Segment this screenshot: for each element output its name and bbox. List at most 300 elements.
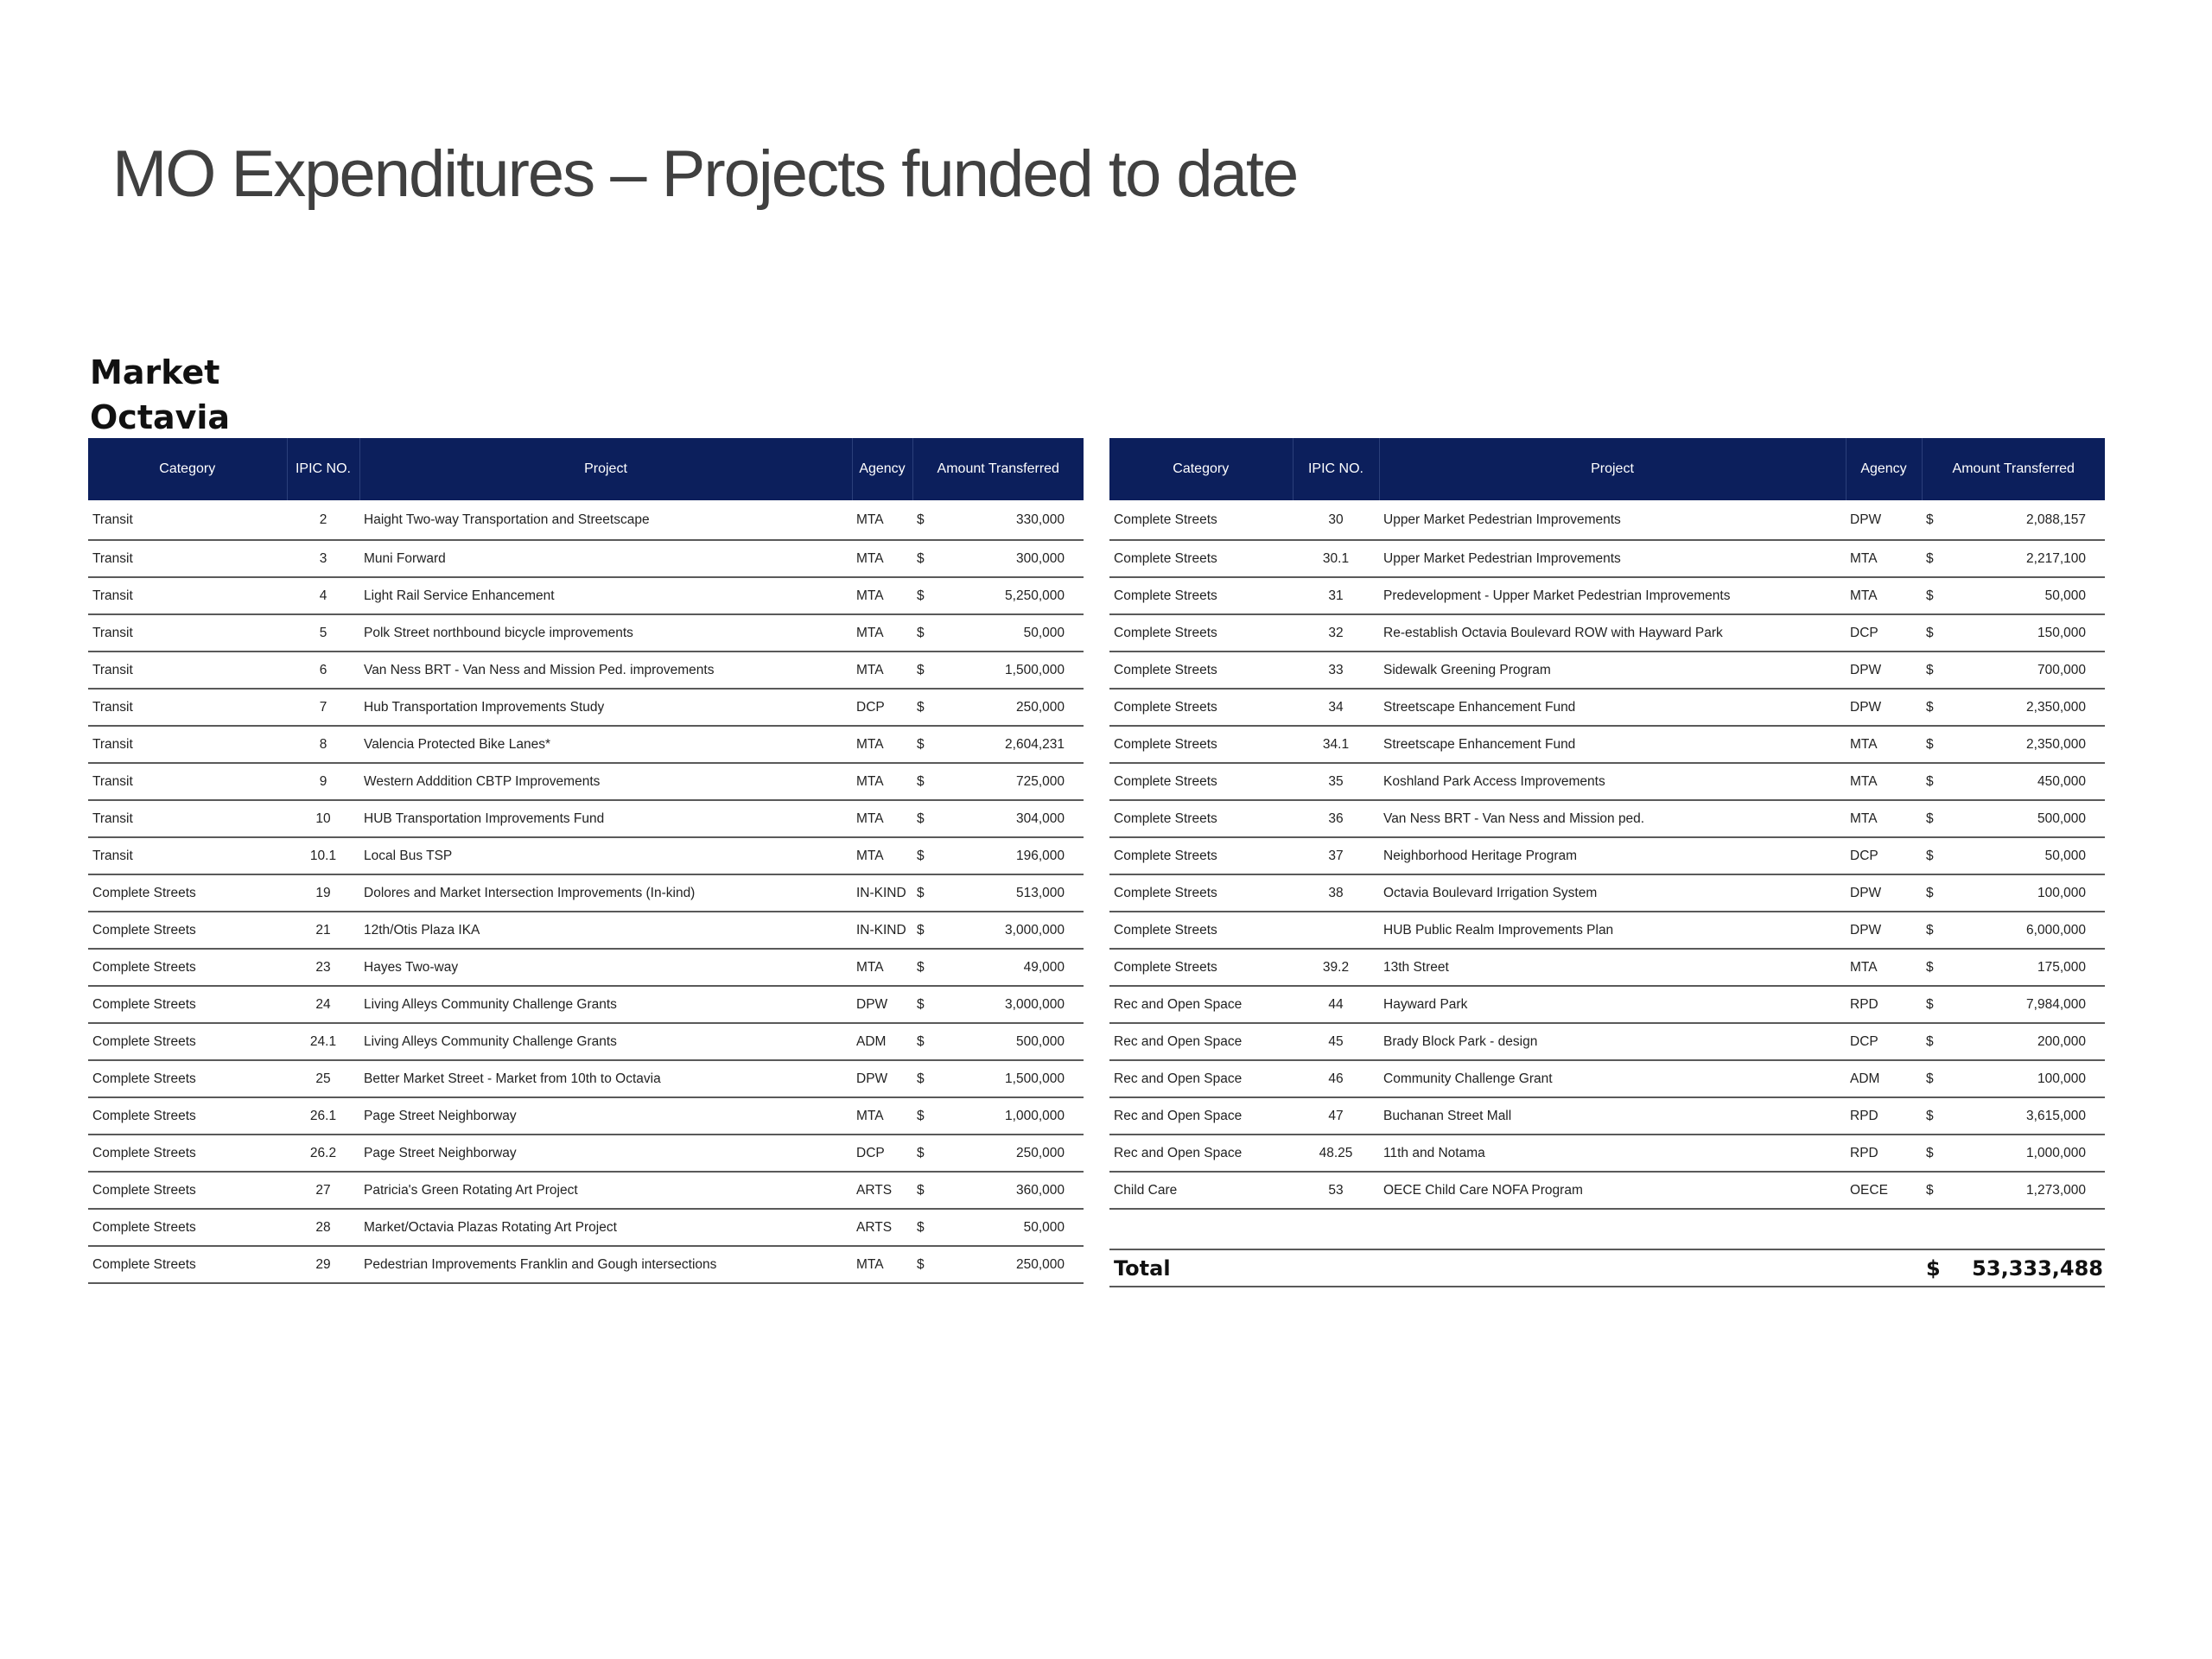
cell-amount: 250,000 xyxy=(947,689,1084,726)
cell-category: Complete Streets xyxy=(88,1172,287,1209)
cell-category: Complete Streets xyxy=(1109,800,1293,837)
cell-currency-symbol: $ xyxy=(1922,540,1956,577)
cell-agency: DPW xyxy=(1846,652,1922,689)
cell-amount: 150,000 xyxy=(1956,614,2105,652)
cell-project: Van Ness BRT - Van Ness and Mission Ped. improvements xyxy=(359,652,852,689)
cell-currency-symbol: $ xyxy=(1922,986,1956,1023)
cell-currency-symbol: $ xyxy=(1922,874,1956,912)
table-header-row xyxy=(1109,438,2105,500)
cell-ipic-no: 32 xyxy=(1293,614,1379,652)
column-header-category: Category xyxy=(1109,438,1293,500)
table-row xyxy=(1109,800,2105,837)
cell-ipic-no: 46 xyxy=(1293,1060,1379,1097)
column-header-ipic-no: IPIC NO. xyxy=(287,438,359,500)
cell-ipic-no: 44 xyxy=(1293,986,1379,1023)
table-row xyxy=(88,800,1084,837)
cell-project: Brady Block Park - design xyxy=(1379,1023,1846,1060)
cell-currency-symbol: $ xyxy=(912,1097,947,1135)
cell-ipic-no: 33 xyxy=(1293,652,1379,689)
column-header-amount: Amount Transferred xyxy=(912,438,1084,500)
cell-amount: 1,500,000 xyxy=(947,1060,1084,1097)
cell-project: Neighborhood Heritage Program xyxy=(1379,837,1846,874)
table-row xyxy=(88,689,1084,726)
cell-amount: 196,000 xyxy=(947,837,1084,874)
table-row xyxy=(88,1209,1084,1246)
column-header-amount: Amount Transferred xyxy=(1922,438,2105,500)
total-amount: 53,333,488 xyxy=(1956,1249,2105,1287)
cell-project: HUB Transportation Improvements Fund xyxy=(359,800,852,837)
cell-currency-symbol: $ xyxy=(1922,500,1956,540)
cell-ipic-no: 29 xyxy=(287,1246,359,1283)
table-row xyxy=(88,614,1084,652)
cell-ipic-no: 2 xyxy=(287,500,359,540)
cell-currency-symbol: $ xyxy=(912,1172,947,1209)
cell-amount: 250,000 xyxy=(947,1246,1084,1283)
cell-currency-symbol: $ xyxy=(912,986,947,1023)
cell-project: Hayward Park xyxy=(1379,986,1846,1023)
cell-amount: 513,000 xyxy=(947,874,1084,912)
cell-currency-symbol: $ xyxy=(912,1060,947,1097)
cell-currency-symbol: $ xyxy=(912,837,947,874)
cell-ipic-no: 9 xyxy=(287,763,359,800)
cell-agency: DCP xyxy=(1846,1023,1922,1060)
cell-agency: RPD xyxy=(1846,986,1922,1023)
cell-agency: RPD xyxy=(1846,1097,1922,1135)
cell-category: Rec and Open Space xyxy=(1109,1097,1293,1135)
cell-agency: DPW xyxy=(1846,912,1922,949)
cell-currency-symbol: $ xyxy=(1922,800,1956,837)
total-row xyxy=(1109,1249,2105,1287)
cell-agency: DPW xyxy=(852,1060,912,1097)
cell-ipic-no: 24 xyxy=(287,986,359,1023)
table-row xyxy=(1109,652,2105,689)
cell-ipic-no: 3 xyxy=(287,540,359,577)
cell-project: Streetscape Enhancement Fund xyxy=(1379,726,1846,763)
cell-amount: 50,000 xyxy=(1956,577,2105,614)
cell-project: Muni Forward xyxy=(359,540,852,577)
cell-amount: 3,000,000 xyxy=(947,912,1084,949)
cell-ipic-no: 27 xyxy=(287,1172,359,1209)
cell-amount: 2,604,231 xyxy=(947,726,1084,763)
cell-currency-symbol: $ xyxy=(912,912,947,949)
cell-ipic-no: 45 xyxy=(1293,1023,1379,1060)
table-row xyxy=(1109,1172,2105,1209)
column-header-project: Project xyxy=(1379,438,1846,500)
cell-amount: 500,000 xyxy=(1956,800,2105,837)
cell-category: Complete Streets xyxy=(88,986,287,1023)
cell-category: Transit xyxy=(88,500,287,540)
cell-ipic-no: 28 xyxy=(287,1209,359,1246)
cell-ipic-no: 34.1 xyxy=(1293,726,1379,763)
cell-category: Complete Streets xyxy=(88,874,287,912)
cell-category: Transit xyxy=(88,652,287,689)
cell-amount: 2,350,000 xyxy=(1956,726,2105,763)
cell-amount: 2,350,000 xyxy=(1956,689,2105,726)
cell-ipic-no: 39.2 xyxy=(1293,949,1379,986)
cell-agency: DCP xyxy=(852,1135,912,1172)
cell-currency-symbol: $ xyxy=(1922,763,1956,800)
cell-agency: MTA xyxy=(852,837,912,874)
cell-amount: 330,000 xyxy=(947,500,1084,540)
column-header-agency: Agency xyxy=(1846,438,1922,500)
cell-project: Octavia Boulevard Irrigation System xyxy=(1379,874,1846,912)
cell-amount: 50,000 xyxy=(947,1209,1084,1246)
cell-project: Sidewalk Greening Program xyxy=(1379,652,1846,689)
cell-agency: ADM xyxy=(1846,1060,1922,1097)
cell-category: Transit xyxy=(88,689,287,726)
cell-category: Rec and Open Space xyxy=(1109,986,1293,1023)
column-header-category: Category xyxy=(88,438,287,500)
cell-agency: OECE xyxy=(1846,1172,1922,1209)
cell-agency: MTA xyxy=(852,949,912,986)
table-row xyxy=(88,577,1084,614)
cell-category: Transit xyxy=(88,800,287,837)
section-heading: Market Octavia xyxy=(90,353,231,436)
cell-agency: MTA xyxy=(1846,540,1922,577)
cell-agency: MTA xyxy=(1846,726,1922,763)
cell-ipic-no: 34 xyxy=(1293,689,1379,726)
cell-project: Local Bus TSP xyxy=(359,837,852,874)
cell-currency-symbol: $ xyxy=(912,689,947,726)
cell-project: Hub Transportation Improvements Study xyxy=(359,689,852,726)
cell-ipic-no: 26.2 xyxy=(287,1135,359,1172)
cell-agency: RPD xyxy=(1846,1135,1922,1172)
table-row xyxy=(88,763,1084,800)
cell-amount: 49,000 xyxy=(947,949,1084,986)
table-row xyxy=(1109,614,2105,652)
table-row xyxy=(88,500,1084,540)
column-header-agency: Agency xyxy=(852,438,912,500)
cell-category: Rec and Open Space xyxy=(1109,1023,1293,1060)
cell-category: Complete Streets xyxy=(1109,577,1293,614)
cell-ipic-no: 10 xyxy=(287,800,359,837)
cell-agency: MTA xyxy=(1846,577,1922,614)
cell-ipic-no: 37 xyxy=(1293,837,1379,874)
cell-ipic-no: 30 xyxy=(1293,500,1379,540)
cell-agency: MTA xyxy=(852,726,912,763)
cell-project: Light Rail Service Enhancement xyxy=(359,577,852,614)
cell-currency-symbol: $ xyxy=(1922,1135,1956,1172)
cell-project: OECE Child Care NOFA Program xyxy=(1379,1172,1846,1209)
cell-currency-symbol: $ xyxy=(1922,1172,1956,1209)
table-row xyxy=(88,912,1084,949)
cell-agency: MTA xyxy=(1846,763,1922,800)
cell-amount: 5,250,000 xyxy=(947,577,1084,614)
cell-amount: 200,000 xyxy=(1956,1023,2105,1060)
cell-category: Transit xyxy=(88,763,287,800)
cell-agency: IN-KIND xyxy=(852,912,912,949)
cell-ipic-no: 53 xyxy=(1293,1172,1379,1209)
cell-agency: MTA xyxy=(1846,800,1922,837)
cell-agency: DPW xyxy=(1846,500,1922,540)
cell-ipic-no: 24.1 xyxy=(287,1023,359,1060)
cell-project: Page Street Neighborway xyxy=(359,1135,852,1172)
cell-ipic-no: 21 xyxy=(287,912,359,949)
cell-project: 12th/Otis Plaza IKA xyxy=(359,912,852,949)
cell-currency-symbol: $ xyxy=(912,652,947,689)
cell-currency-symbol: $ xyxy=(1922,689,1956,726)
cell-project: Living Alleys Community Challenge Grants xyxy=(359,1023,852,1060)
cell-ipic-no: 10.1 xyxy=(287,837,359,874)
cell-project: 11th and Notama xyxy=(1379,1135,1846,1172)
column-header-ipic-no: IPIC NO. xyxy=(1293,438,1379,500)
cell-amount: 3,615,000 xyxy=(1956,1097,2105,1135)
cell-currency-symbol: $ xyxy=(1922,577,1956,614)
table-row xyxy=(1109,874,2105,912)
cell-ipic-no: 4 xyxy=(287,577,359,614)
cell-ipic-no: 31 xyxy=(1293,577,1379,614)
cell-category: Complete Streets xyxy=(88,1060,287,1097)
cell-amount: 304,000 xyxy=(947,800,1084,837)
cell-ipic-no: 6 xyxy=(287,652,359,689)
cell-category: Complete Streets xyxy=(1109,726,1293,763)
cell-currency-symbol: $ xyxy=(912,949,947,986)
cell-project: Dolores and Market Intersection Improvements (In-kind) xyxy=(359,874,852,912)
cell-ipic-no xyxy=(1293,912,1379,949)
table-row xyxy=(1109,1097,2105,1135)
cell-agency: MTA xyxy=(852,800,912,837)
cell-amount: 450,000 xyxy=(1956,763,2105,800)
table-row xyxy=(1109,837,2105,874)
cell-project: Community Challenge Grant xyxy=(1379,1060,1846,1097)
table-row xyxy=(1109,1135,2105,1172)
cell-currency-symbol: $ xyxy=(912,800,947,837)
table-row xyxy=(88,540,1084,577)
cell-project: Hayes Two-way xyxy=(359,949,852,986)
cell-project: HUB Public Realm Improvements Plan xyxy=(1379,912,1846,949)
cell-project: Upper Market Pedestrian Improvements xyxy=(1379,540,1846,577)
cell-agency: MTA xyxy=(852,1246,912,1283)
table-row xyxy=(1109,912,2105,949)
cell-agency: MTA xyxy=(852,1097,912,1135)
cell-category: Rec and Open Space xyxy=(1109,1060,1293,1097)
cell-project: Polk Street northbound bicycle improvements xyxy=(359,614,852,652)
cell-category: Transit xyxy=(88,540,287,577)
cell-category: Complete Streets xyxy=(88,1135,287,1172)
cell-currency-symbol: $ xyxy=(912,1023,947,1060)
cell-amount: 7,984,000 xyxy=(1956,986,2105,1023)
cell-amount: 360,000 xyxy=(947,1172,1084,1209)
cell-currency-symbol: $ xyxy=(912,1135,947,1172)
table-row xyxy=(88,726,1084,763)
table-row xyxy=(88,949,1084,986)
cell-currency-symbol: $ xyxy=(912,500,947,540)
cell-amount: 725,000 xyxy=(947,763,1084,800)
cell-project: Patricia's Green Rotating Art Project xyxy=(359,1172,852,1209)
cell-amount: 100,000 xyxy=(1956,874,2105,912)
cell-project: Streetscape Enhancement Fund xyxy=(1379,689,1846,726)
cell-currency-symbol: $ xyxy=(912,1246,947,1283)
cell-project: Better Market Street - Market from 10th to Octavia xyxy=(359,1060,852,1097)
cell-agency: MTA xyxy=(852,763,912,800)
cell-currency-symbol: $ xyxy=(912,763,947,800)
cell-category: Complete Streets xyxy=(88,1023,287,1060)
table-row xyxy=(1109,763,2105,800)
column-header-project: Project xyxy=(359,438,852,500)
table-row xyxy=(88,874,1084,912)
table-row xyxy=(88,1135,1084,1172)
cell-amount: 1,000,000 xyxy=(947,1097,1084,1135)
table-row xyxy=(88,986,1084,1023)
cell-project: 13th Street xyxy=(1379,949,1846,986)
cell-project: Pedestrian Improvements Franklin and Gough intersections xyxy=(359,1246,852,1283)
table-row xyxy=(1109,500,2105,540)
cell-category: Complete Streets xyxy=(1109,874,1293,912)
cell-agency: DPW xyxy=(1846,874,1922,912)
cell-amount: 1,500,000 xyxy=(947,652,1084,689)
cell-ipic-no: 23 xyxy=(287,949,359,986)
cell-amount: 1,273,000 xyxy=(1956,1172,2105,1209)
cell-ipic-no: 5 xyxy=(287,614,359,652)
cell-category: Child Care xyxy=(1109,1172,1293,1209)
cell-currency-symbol: $ xyxy=(1922,1023,1956,1060)
cell-category: Complete Streets xyxy=(1109,949,1293,986)
cell-amount: 3,000,000 xyxy=(947,986,1084,1023)
cell-agency: DCP xyxy=(1846,614,1922,652)
table-row xyxy=(88,1023,1084,1060)
table-row xyxy=(1109,689,2105,726)
cell-project: Upper Market Pedestrian Improvements xyxy=(1379,500,1846,540)
cell-ipic-no: 36 xyxy=(1293,800,1379,837)
cell-category: Complete Streets xyxy=(1109,837,1293,874)
cell-agency: ARTS xyxy=(852,1209,912,1246)
cell-currency-symbol: $ xyxy=(912,726,947,763)
cell-category: Complete Streets xyxy=(1109,614,1293,652)
cell-agency: MTA xyxy=(1846,949,1922,986)
table-row xyxy=(1109,949,2105,986)
cell-agency: MTA xyxy=(852,540,912,577)
cell-category: Complete Streets xyxy=(88,912,287,949)
left-expenditures-table xyxy=(88,438,1084,1284)
cell-currency-symbol: $ xyxy=(1922,1097,1956,1135)
cell-ipic-no: 7 xyxy=(287,689,359,726)
cell-amount: 50,000 xyxy=(947,614,1084,652)
table-row xyxy=(88,837,1084,874)
cell-category: Transit xyxy=(88,614,287,652)
table-header-row xyxy=(88,438,1084,500)
table-row xyxy=(88,652,1084,689)
cell-agency: MTA xyxy=(852,652,912,689)
table-row xyxy=(1109,986,2105,1023)
cell-agency: MTA xyxy=(852,614,912,652)
cell-project: Market/Octavia Plazas Rotating Art Project xyxy=(359,1209,852,1246)
cell-amount: 500,000 xyxy=(947,1023,1084,1060)
cell-category: Complete Streets xyxy=(1109,912,1293,949)
cell-ipic-no: 19 xyxy=(287,874,359,912)
cell-category: Complete Streets xyxy=(88,1246,287,1283)
cell-category: Complete Streets xyxy=(1109,500,1293,540)
cell-amount: 100,000 xyxy=(1956,1060,2105,1097)
total-currency-symbol: $ xyxy=(1922,1249,1956,1287)
cell-ipic-no: 8 xyxy=(287,726,359,763)
cell-amount: 2,217,100 xyxy=(1956,540,2105,577)
cell-currency-symbol: $ xyxy=(1922,949,1956,986)
table-row xyxy=(88,1172,1084,1209)
cell-project: Re-establish Octavia Boulevard ROW with Hayward Park xyxy=(1379,614,1846,652)
cell-project: Living Alleys Community Challenge Grants xyxy=(359,986,852,1023)
cell-currency-symbol: $ xyxy=(912,540,947,577)
cell-amount: 700,000 xyxy=(1956,652,2105,689)
cell-amount: 6,000,000 xyxy=(1956,912,2105,949)
cell-amount: 250,000 xyxy=(947,1135,1084,1172)
cell-project: Western Adddition CBTP Improvements xyxy=(359,763,852,800)
cell-category: Complete Streets xyxy=(88,949,287,986)
cell-currency-symbol: $ xyxy=(1922,652,1956,689)
cell-currency-symbol: $ xyxy=(912,577,947,614)
cell-category: Complete Streets xyxy=(88,1097,287,1135)
cell-amount: 175,000 xyxy=(1956,949,2105,986)
cell-agency: MTA xyxy=(852,577,912,614)
cell-amount: 1,000,000 xyxy=(1956,1135,2105,1172)
cell-agency: ADM xyxy=(852,1023,912,1060)
cell-currency-symbol: $ xyxy=(1922,726,1956,763)
table-row xyxy=(1109,1060,2105,1097)
cell-agency: DCP xyxy=(852,689,912,726)
cell-ipic-no: 47 xyxy=(1293,1097,1379,1135)
cell-project: Page Street Neighborway xyxy=(359,1097,852,1135)
cell-agency: MTA xyxy=(852,500,912,540)
cell-currency-symbol: $ xyxy=(1922,912,1956,949)
table-row xyxy=(88,1246,1084,1283)
cell-agency: ARTS xyxy=(852,1172,912,1209)
cell-category: Complete Streets xyxy=(1109,540,1293,577)
cell-amount: 300,000 xyxy=(947,540,1084,577)
cell-category: Complete Streets xyxy=(1109,763,1293,800)
cell-currency-symbol: $ xyxy=(1922,614,1956,652)
cell-project: Koshland Park Access Improvements xyxy=(1379,763,1846,800)
table-row xyxy=(1109,540,2105,577)
cell-ipic-no: 25 xyxy=(287,1060,359,1097)
cell-project: Van Ness BRT - Van Ness and Mission ped. xyxy=(1379,800,1846,837)
cell-amount: 50,000 xyxy=(1956,837,2105,874)
cell-category: Complete Streets xyxy=(88,1209,287,1246)
cell-ipic-no: 35 xyxy=(1293,763,1379,800)
cell-currency-symbol: $ xyxy=(1922,1060,1956,1097)
table-row xyxy=(88,1097,1084,1135)
cell-project: Predevelopment - Upper Market Pedestrian Improvements xyxy=(1379,577,1846,614)
cell-ipic-no: 30.1 xyxy=(1293,540,1379,577)
cell-project: Buchanan Street Mall xyxy=(1379,1097,1846,1135)
cell-currency-symbol: $ xyxy=(912,614,947,652)
total-label: Total xyxy=(1109,1249,1293,1287)
cell-currency-symbol: $ xyxy=(912,1209,947,1246)
cell-category: Rec and Open Space xyxy=(1109,1135,1293,1172)
blank-row xyxy=(1109,1209,2105,1249)
cell-agency: DPW xyxy=(1846,689,1922,726)
cell-currency-symbol: $ xyxy=(912,874,947,912)
table-row xyxy=(1109,726,2105,763)
cell-ipic-no: 38 xyxy=(1293,874,1379,912)
page-title: MO Expenditures – Projects funded to date xyxy=(112,137,1298,211)
cell-agency: IN-KIND xyxy=(852,874,912,912)
cell-category: Transit xyxy=(88,837,287,874)
cell-project: Valencia Protected Bike Lanes* xyxy=(359,726,852,763)
cell-agency: DCP xyxy=(1846,837,1922,874)
cell-project: Haight Two-way Transportation and Streetscape xyxy=(359,500,852,540)
cell-category: Complete Streets xyxy=(1109,652,1293,689)
cell-category: Complete Streets xyxy=(1109,689,1293,726)
cell-agency: DPW xyxy=(852,986,912,1023)
cell-currency-symbol: $ xyxy=(1922,837,1956,874)
cell-category: Transit xyxy=(88,577,287,614)
cell-ipic-no: 26.1 xyxy=(287,1097,359,1135)
cell-category: Transit xyxy=(88,726,287,763)
cell-ipic-no: 48.25 xyxy=(1293,1135,1379,1172)
table-row xyxy=(1109,577,2105,614)
table-row xyxy=(1109,1023,2105,1060)
right-expenditures-table xyxy=(1109,438,2105,1287)
table-row xyxy=(88,1060,1084,1097)
